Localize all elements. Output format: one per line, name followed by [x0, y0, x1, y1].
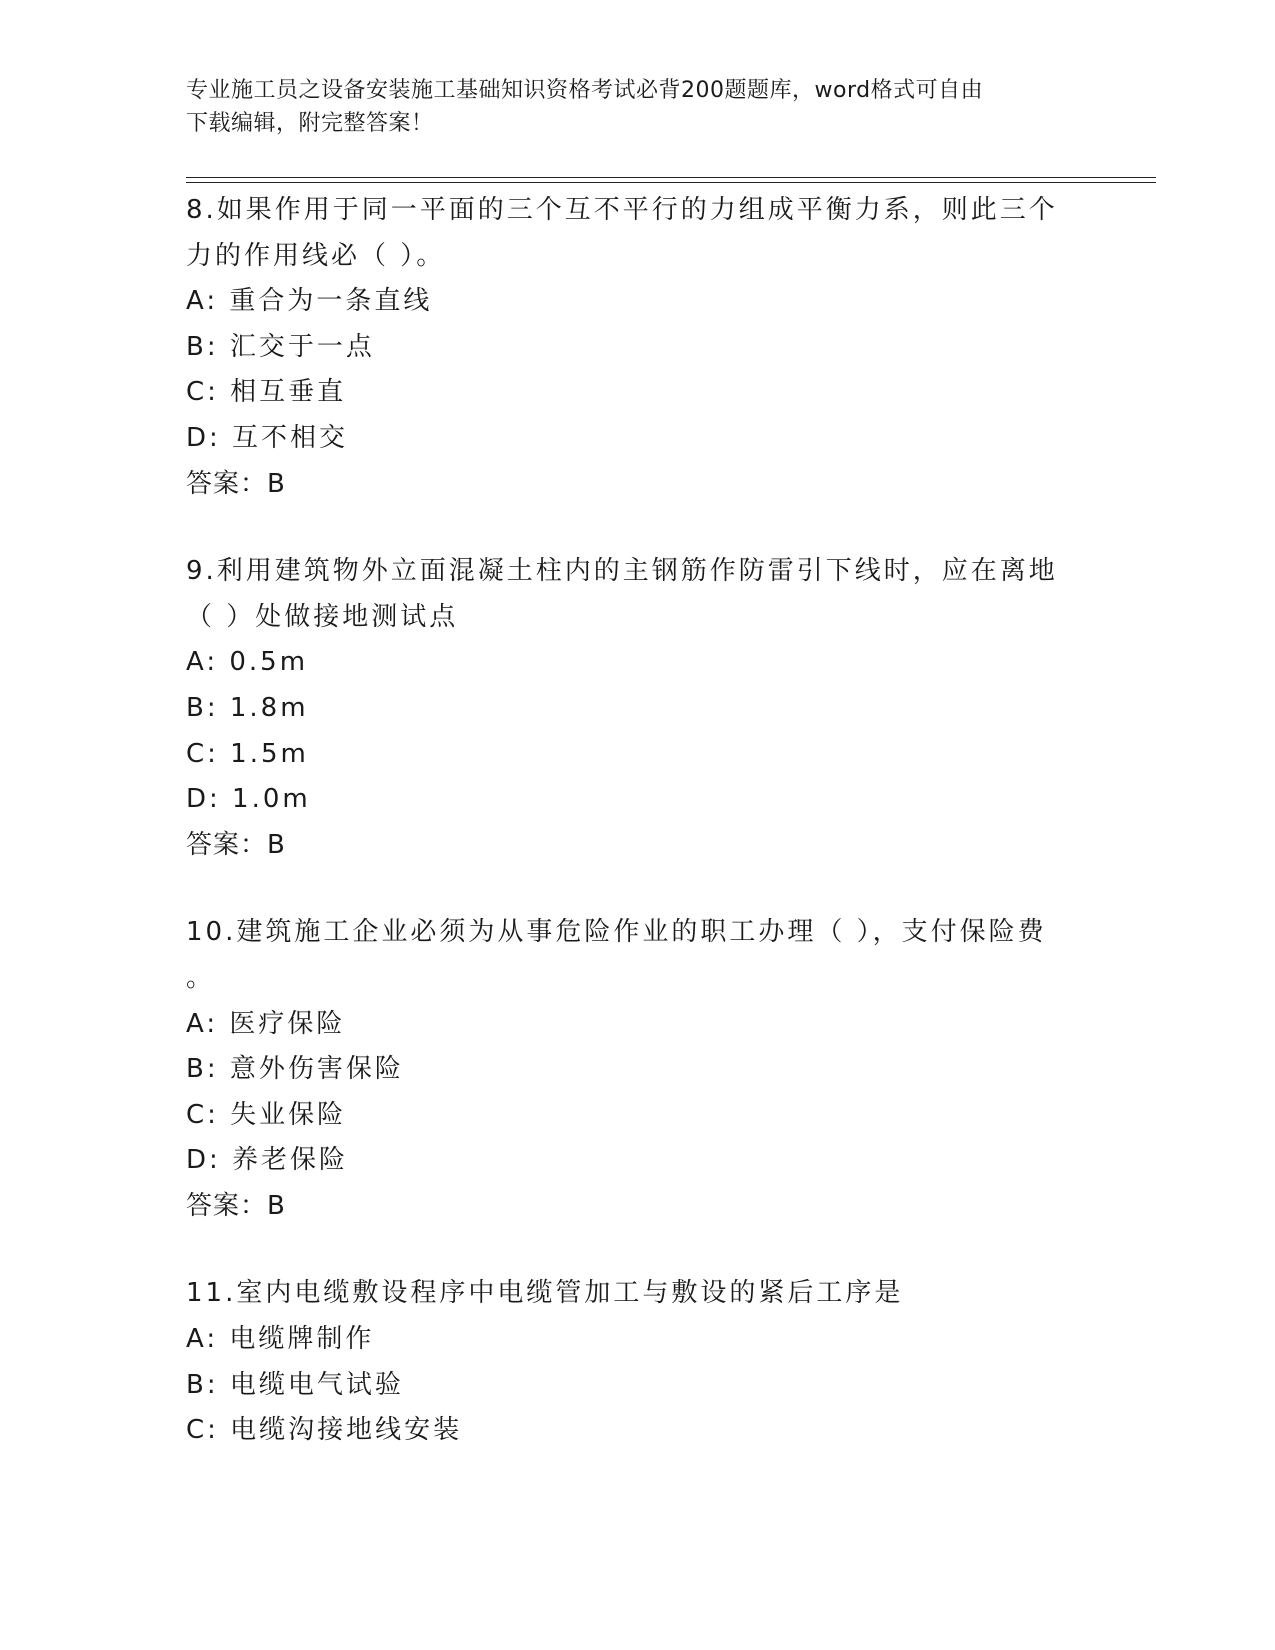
- option-a: A: 电缆牌制作: [186, 1324, 375, 1355]
- document-header: [186, 74, 1066, 140]
- option-c: C: 失业保险: [186, 1099, 347, 1130]
- option-a: A: 0.5m: [186, 647, 309, 678]
- question-9: [186, 549, 1086, 868]
- question-text-line: 11.室内电缆敷设程序中电缆管加工与敷设的紧后工序是: [186, 1278, 904, 1309]
- header-line-1: 专业施工员之设备安装施工基础知识资格考试必背200题题库，word格式可自由: [186, 78, 984, 103]
- question-text-line: （ ）处做接地测试点: [186, 601, 459, 632]
- question-10: [186, 910, 1086, 1229]
- answer-label: 答案：B: [186, 1190, 286, 1221]
- question-text-line: 9.利用建筑物外立面混凝土柱内的主钢筋作防雷引下线时，应在离地: [186, 556, 1058, 587]
- option-a: A: 重合为一条直线: [186, 286, 433, 317]
- question-text-line: 8.如果作用于同一平面的三个互不平行的力组成平衡力系，则此三个: [186, 195, 1058, 225]
- question-text-line: 10.建筑施工企业必须为从事危险作业的职工办理（ ），支付保险费: [186, 917, 1047, 948]
- header-line-2: 下载编辑，附完整答案！: [186, 111, 434, 136]
- option-b: B: 电缆电气试验: [186, 1369, 404, 1400]
- answer-label: 答案：B: [186, 468, 286, 499]
- option-b: B: 意外伤害保险: [186, 1054, 404, 1085]
- option-c: C: 电缆沟接地线安装: [186, 1415, 463, 1446]
- option-d: D: 1.0m: [186, 784, 311, 815]
- option-d: D: 互不相交: [186, 422, 349, 453]
- question-8: [186, 188, 1086, 507]
- option-b: B: 汇交于一点: [186, 331, 375, 362]
- question-11: [186, 1271, 1086, 1453]
- option-a: A: 医疗保险: [186, 1008, 346, 1039]
- answer-label: 答案：B: [186, 829, 286, 860]
- option-b: B: 1.8m: [186, 692, 309, 723]
- question-list: [186, 188, 1086, 1496]
- option-c: C: 相互垂直: [186, 377, 347, 408]
- header-divider: [186, 177, 1156, 183]
- question-text-line: 。: [186, 962, 216, 993]
- question-text-line: 力的作用线必（ ）。: [186, 240, 446, 271]
- option-d: D: 养老保险: [186, 1145, 349, 1176]
- option-c: C: 1.5m: [186, 738, 309, 769]
